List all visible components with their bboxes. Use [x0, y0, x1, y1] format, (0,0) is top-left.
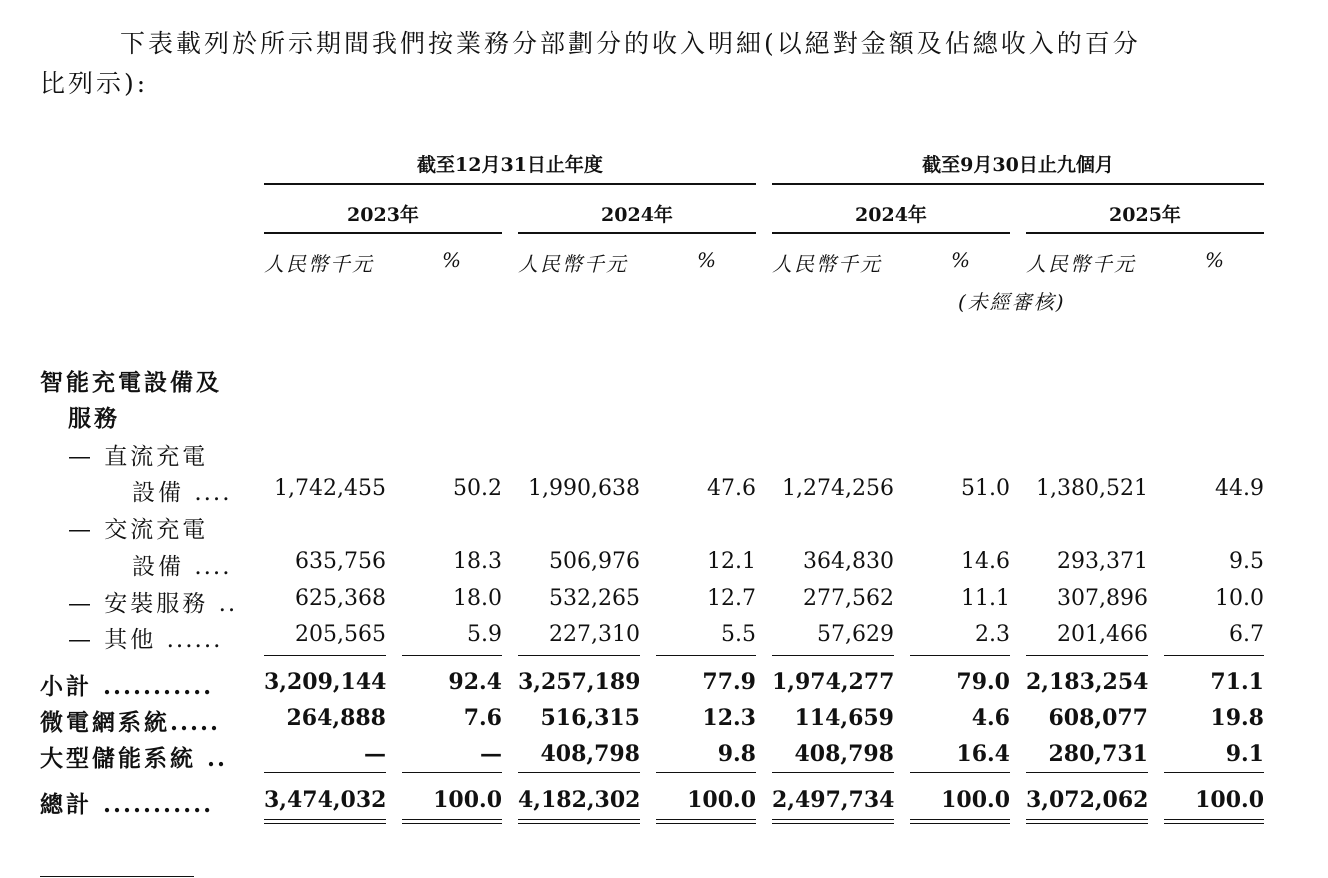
total-rule: [518, 772, 640, 773]
cell-microgrid-2025-9m-amount: 608,077: [1048, 705, 1148, 731]
cell-dc-2024-amount: 1,990,638: [528, 476, 640, 501]
row-label-total: 總計 ...........: [40, 791, 214, 818]
cell-other-2024-pct: 5.5: [721, 622, 756, 647]
cell-storage-2023-pct: —: [480, 741, 502, 767]
cell-total-2025-9m-amount: 3,072,062: [1026, 787, 1149, 813]
cell-storage-2025-9m-amount: 280,731: [1048, 741, 1148, 767]
row-label-storage: 大型儲能系統 ..: [40, 745, 228, 772]
cell-install-2024-9m-amount: 277,562: [803, 586, 894, 611]
cell-other-2024-9m-amount: 57,629: [817, 622, 894, 647]
cell-storage-2024-amount: 408,798: [540, 741, 640, 767]
subtotal-rule: [518, 655, 640, 656]
cell-install-2024-amount: 532,265: [549, 586, 640, 611]
cell-total-2023-amount: 3,474,032: [264, 787, 387, 813]
subtotal-rule: [910, 655, 1010, 656]
cell-ac-2023-amount: 635,756: [295, 549, 386, 574]
cell-total-2023-pct: 100.0: [433, 787, 502, 813]
subtotal-rule: [264, 655, 386, 656]
row-label-ac-line-2: 設備 ....: [132, 554, 232, 580]
total-rule: [264, 772, 386, 773]
total-rule: [656, 772, 756, 773]
row-label-subtotal: 小計 ...........: [40, 673, 214, 700]
total-double-rule: [910, 819, 1010, 824]
cell-microgrid-2023-pct: 7.6: [463, 705, 502, 731]
cell-other-2025-9m-amount: 201,466: [1057, 622, 1148, 647]
cell-install-2023-amount: 625,368: [295, 586, 386, 611]
intro-line-1: 下表載列於所示期間我們按業務分部劃分的收入明細(以絕對金額及佔總收入的百分: [120, 29, 1141, 58]
row-label-ac-line-1: — 交流充電: [68, 517, 209, 543]
total-double-rule: [772, 819, 894, 824]
cell-other-2023-pct: 5.9: [467, 622, 502, 647]
total-rule: [910, 772, 1010, 773]
unit-pct-1: %: [442, 248, 464, 272]
year-rule-2: [518, 232, 756, 234]
cell-ac-2024-amount: 506,976: [549, 549, 640, 574]
year-rule-4: [1026, 232, 1264, 234]
cell-microgrid-2024-9m-amount: 114,659: [794, 705, 894, 731]
cell-ac-2025-9m-pct: 9.5: [1229, 549, 1264, 574]
cell-storage-2025-9m-pct: 9.1: [1225, 741, 1264, 767]
unit-rmb-4: 人民幣千元: [1026, 252, 1136, 276]
cell-other-2023-amount: 205,565: [295, 622, 386, 647]
cell-install-2024-pct: 12.7: [707, 586, 756, 611]
year-header-2025-9m: 2025年: [1109, 204, 1181, 226]
cell-install-2025-9m-amount: 307,896: [1057, 586, 1148, 611]
footnote-divider: [40, 876, 194, 877]
cell-ac-2025-9m-amount: 293,371: [1057, 549, 1148, 574]
row-label-microgrid: 微電網系統.....: [40, 709, 221, 736]
cell-microgrid-2023-amount: 264,888: [286, 705, 386, 731]
cell-other-2024-amount: 227,310: [549, 622, 640, 647]
cell-install-2024-9m-pct: 11.1: [961, 586, 1010, 611]
row-label-dc-line-2: 設備 ....: [132, 480, 232, 506]
unit-rmb-3: 人民幣千元: [772, 252, 882, 276]
total-double-rule: [518, 819, 640, 824]
year-header-2024-9m: 2024年: [855, 204, 927, 226]
cell-subtotal-2025-9m-pct: 71.1: [1210, 669, 1264, 695]
cell-subtotal-2024-amount: 3,257,189: [518, 669, 641, 695]
cell-ac-2024-9m-pct: 14.6: [961, 549, 1010, 574]
subtotal-rule: [772, 655, 894, 656]
category-label-line-2: 服務: [68, 405, 120, 432]
cell-dc-2024-pct: 47.6: [707, 476, 756, 501]
cell-ac-2024-pct: 12.1: [707, 549, 756, 574]
cell-dc-2023-amount: 1,742,455: [274, 476, 386, 501]
cell-install-2025-9m-pct: 10.0: [1215, 586, 1264, 611]
subtotal-rule: [402, 655, 502, 656]
group-header-year: 截至12月31日止年度: [417, 154, 603, 176]
cell-other-2024-9m-pct: 2.3: [975, 622, 1010, 647]
cell-storage-2023-amount: —: [364, 741, 386, 767]
year-header-2023: 2023年: [347, 204, 419, 226]
subtotal-rule: [1026, 655, 1148, 656]
unit-pct-3: %: [951, 248, 973, 272]
cell-storage-2024-9m-amount: 408,798: [794, 741, 894, 767]
cell-total-2024-9m-pct: 100.0: [941, 787, 1010, 813]
total-rule: [1026, 772, 1148, 773]
cell-total-2024-pct: 100.0: [687, 787, 756, 813]
total-double-rule: [402, 819, 502, 824]
cell-install-2023-pct: 18.0: [453, 586, 502, 611]
row-label-install: — 安裝服務 ..: [68, 591, 238, 617]
category-label-line-1: 智能充電設備及: [40, 369, 222, 396]
cell-ac-2024-9m-amount: 364,830: [803, 549, 894, 574]
cell-total-2025-9m-pct: 100.0: [1195, 787, 1264, 813]
cell-other-2025-9m-pct: 6.7: [1229, 622, 1264, 647]
cell-subtotal-2023-amount: 3,209,144: [264, 669, 387, 695]
year-rule-3: [772, 232, 1010, 234]
cell-microgrid-2024-pct: 12.3: [702, 705, 756, 731]
unaudited-note: (未經審核): [958, 290, 1066, 314]
cell-dc-2025-9m-amount: 1,380,521: [1036, 476, 1148, 501]
cell-microgrid-2024-9m-pct: 4.6: [971, 705, 1010, 731]
total-double-rule: [264, 819, 386, 824]
cell-dc-2024-9m-amount: 1,274,256: [782, 476, 894, 501]
cell-dc-2025-9m-pct: 44.9: [1215, 476, 1264, 501]
unit-rmb-2: 人民幣千元: [518, 252, 628, 276]
cell-subtotal-2025-9m-amount: 2,183,254: [1026, 669, 1149, 695]
year-rule-1: [264, 232, 502, 234]
group-header-rule-2: [772, 183, 1264, 185]
total-rule: [772, 772, 894, 773]
unit-rmb-1: 人民幣千元: [264, 252, 374, 276]
total-rule: [402, 772, 502, 773]
cell-subtotal-2023-pct: 92.4: [448, 669, 502, 695]
cell-dc-2023-pct: 50.2: [453, 476, 502, 501]
total-double-rule: [1164, 819, 1264, 824]
cell-microgrid-2025-9m-pct: 19.8: [1210, 705, 1264, 731]
total-double-rule: [1026, 819, 1148, 824]
group-header-rule-1: [264, 183, 756, 185]
cell-total-2024-amount: 4,182,302: [518, 787, 641, 813]
subtotal-rule: [656, 655, 756, 656]
unit-pct-2: %: [697, 248, 719, 272]
cell-ac-2023-pct: 18.3: [453, 549, 502, 574]
cell-storage-2024-pct: 9.8: [717, 741, 756, 767]
cell-subtotal-2024-9m-amount: 1,974,277: [772, 669, 895, 695]
year-header-2024: 2024年: [601, 204, 673, 226]
subtotal-rule: [1164, 655, 1264, 656]
cell-subtotal-2024-pct: 77.9: [702, 669, 756, 695]
total-rule: [1164, 772, 1264, 773]
total-double-rule: [656, 819, 756, 824]
unit-pct-4: %: [1205, 248, 1227, 272]
intro-line-2: 比列示):: [40, 69, 149, 98]
cell-dc-2024-9m-pct: 51.0: [961, 476, 1010, 501]
cell-total-2024-9m-amount: 2,497,734: [772, 787, 895, 813]
row-label-dc-line-1: — 直流充電: [68, 444, 209, 470]
cell-microgrid-2024-amount: 516,315: [540, 705, 640, 731]
cell-storage-2024-9m-pct: 16.4: [956, 741, 1010, 767]
group-header-nine-months: 截至9月30日止九個月: [922, 154, 1114, 176]
row-label-other: — 其他 ......: [68, 627, 223, 653]
cell-subtotal-2024-9m-pct: 79.0: [956, 669, 1010, 695]
